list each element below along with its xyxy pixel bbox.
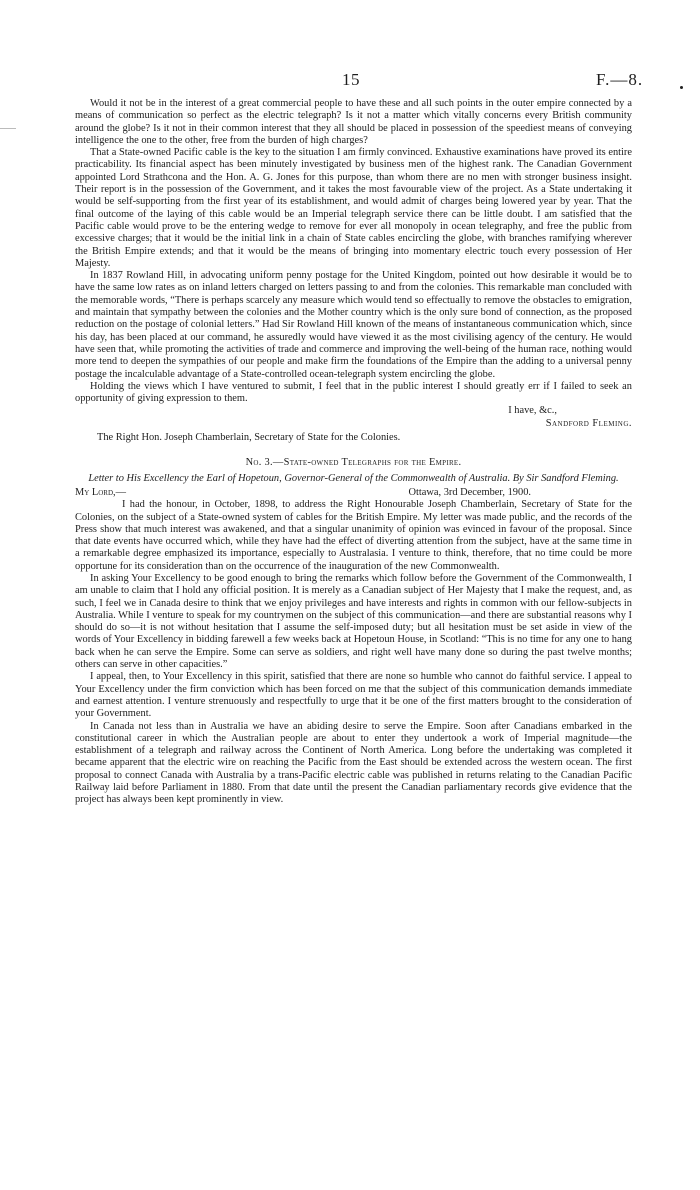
salutation-row (75, 487, 632, 499)
letter1-closing: I have, &c., (508, 405, 557, 417)
letter1-recipient: The Right Hon. Joseph Chamberlain, Secretary of State for the Colonies. (97, 432, 401, 444)
letter-title: Letter to His Excellency the Earl of Hopetoun, Governor-General of the Commonwealth of Australia. By Sir Sandford Fleming. (88, 472, 619, 484)
dateline: Ottawa, 3rd December, 1900. (408, 486, 531, 498)
section-heading: No. 3.—State-owned Telegraphs for the Empire. (245, 457, 462, 469)
letter1-paragraph: That a State-owned Pacific cable is the key to the situation I am firmly convinced. Exhaustive examinations have proved its entire practicability. Its financial aspect has been minutely investigated by business men of the highest rank. The Canadian Government appointed Lord Strathcona and the Hon. A. G. Jones for this purpose, than whom there are no men with stronger business insight. Their report is in the possession of the Government, and it takes the most favourable view of the project. As a State undertaking it would be self-supporting from the first year of its establishment, and would admit of charges being lowered year by year. That the final outcome of the laying of this cable would be an Imperial telegraph service there can be little doubt. I am satisfied that the Pacific cable would prove to be the entering wedge to remove for ever all monopoly in ocean telegraphy, and free the public from excessive charges; that it would be the initial link in a chain of State cables encircling the globe, with branches ramifying wherever the British Empire extends; and that it would be the means of bringing into momentary electric touch every possession of Her Majesty. (75, 147, 632, 269)
page-number: 15 (342, 70, 360, 89)
salutation: My Lord,— (75, 486, 127, 498)
letter1-paragraph: Would it not be in the interest of a great commercial people to have these and all such points in the outer empire connected by a means of communication so perfect as the electric telegraph? Is it not a matter which vitally concerns every British community around the globe? Is it not in their common interest that they all should be placed in possession of the speediest means of conveying intelligence the one to the other, free from the burden of high charges? (75, 98, 632, 146)
margin-dot (680, 86, 683, 89)
paper-reference: F.—8. (596, 70, 644, 89)
letter2-paragraph: In Canada not less than in Australia we have an abiding desire to serve the Empire. Soon after Canadians embarked in the constitutional career in which the Australian people are about to enter they undertook a work of Imperial magnitude—the establishment of a telegraph and railway across the Continent of North America. Long before the undertaking was completed it became apparent that the electric wire on reaching the Pacific from the East should be extended across the western ocean. The first proposal to connect Canada with Australia by a trans-Pacific electric cable was published in returns relating to the Canadian Pacific Railway laid before Parliament in 1880. From that date until the present the Canadian parliamentary records give evidence that the project has always been kept prominently in view. (75, 720, 632, 806)
letter2-paragraph: In asking Your Excellency to be good enough to bring the remarks which follow before the Government of the Commonwealth, I am unable to claim that I hold any official position. It is merely as a Canadian subject of Her Majesty that I make the request, and, as such, I feel we in Canada desire to think that we enjoy privileges and have interests and rights in common with our fellow-subjects in Australia. While I venture to speak for my countrymen on the subject of this communication—and there are substantial reasons why I should do so—it is not without hesitation that I assume the self-imposed duty; but all hesitation must be set aside in view of the words of Your Excellency in bidding farewell a few weeks back at Hopetoun House, in Scotland: “This is no time for any one to hang back when he can serve the Empire. Some can serve as soldiers, and right well have many done so during the past twelve months; others can serve in other capacities.” (75, 572, 632, 671)
letter1-paragraph: Holding the views which I have ventured to submit, I feel that in the public interest I should greatly err if I failed to seek an opportunity of giving expression to them. (75, 380, 632, 405)
letter2-paragraph: I had the honour, in October, 1898, to address the Right Honourable Joseph Chamberlain, Secretary of State for the Colonies, on the subject of a State-owned system of cables for the British Empire. My letter was made public, and the records of the Press show that much interest was awakened, and that a singular unanimity of opinion was evinced in favour of the proposal. Since that date events have occurred which, while they have had the effect of diverting attention from the subject, have at the same time in a remarkable degree emphasized its importance, especially to Australasia. I venture to think, therefore, that no time could be more opportune for its consideration than on the occurrence of the inauguration of the new Commonwealth. (75, 499, 632, 572)
margin-mark (0, 128, 16, 129)
letter2-paragraph: I appeal, then, to Your Excellency in this spirit, satisfied that there are none so humble who cannot do faithful service. I appeal to Your Excellency under the firm conviction which has been forced on me that the subject of this communication demands immediate and earnest attention. I venture strenuously and respectfully to urge that it be one of the first matters brought to the consideration of your Government. (75, 671, 632, 720)
letter1-signature: Sandford Fleming. (545, 417, 632, 429)
page-body (75, 98, 632, 807)
letter1-paragraph: In 1837 Rowland Hill, in advocating uniform penny postage for the United Kingdom, pointed out how desirable it would be to have the same low rates as on inland letters charged on letters passing to and from the colonies. This remarkable man concluded with the memorable words, “There is perhaps scarcely any measure which would tend so effectually to remove the obstacles to emigration, and maintain that sympathy between the colonies and the Mother country which is the only sure bond of connection, as the proposed reduction on the postage of colonial letters.” Had Sir Rowland Hill known of the means of instantaneous communication which, since his day, has been placed at our command, he assuredly would have viewed it as the most civilising agency of the century. He would have seen that, while promoting the activities of trade and commerce and improving the well-being of the human race, nothing would more tend to deepen the sympathies of our people and make firm the foundations of the Empire than the adding to a universal penny postage the incalculable advantage of a State-controlled ocean-telegraph system encircling the globe. (75, 270, 632, 380)
